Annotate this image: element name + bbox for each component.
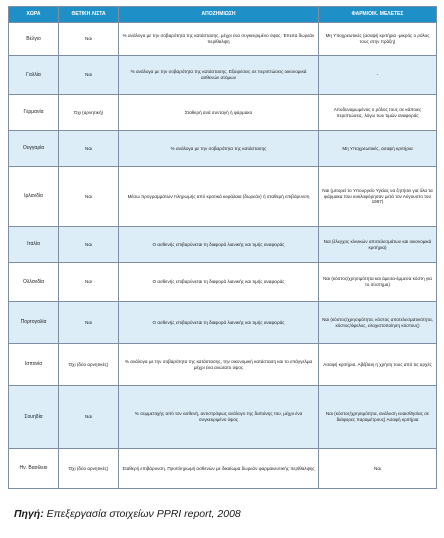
cell-positive-list: Ναι bbox=[59, 56, 119, 95]
header-pharmaco-studies: ΦΑΡΜ/ΟΙΚ. ΜΕΛΕΤΕΣ bbox=[319, 7, 437, 23]
cell-positive-list: Ναι bbox=[59, 167, 119, 227]
table-row bbox=[9, 23, 437, 56]
cell-country: Ισπανία bbox=[9, 344, 59, 386]
header-reimbursement: ΑΠΟΖΗΜΙΩΣΗ bbox=[119, 7, 319, 23]
table-row bbox=[9, 263, 437, 302]
table-row bbox=[9, 449, 437, 489]
cell-positive-list: Όχι (δύο αρνητικές) bbox=[59, 449, 119, 489]
cell-reimbursement: Ο ασθενής επιβαρύνεται τη διαφορά λιανικής και τιμής αναφοράς bbox=[119, 263, 319, 302]
cell-pharmaco-studies: Ναι (κόστος/χρησιμότητα, ανάλυση ευαισθησίας σε διάφορες παραμέτρους) Ασαφή κριτήρια bbox=[319, 386, 437, 449]
cell-pharmaco-studies: Μη Υποχρεωτικές, ασαφή κριτήρια bbox=[319, 131, 437, 167]
source-caption bbox=[14, 508, 241, 520]
table-row bbox=[9, 344, 437, 386]
cell-reimbursement: Ο ασθενής επιβαρύνεται τη διαφορά λιανικής και τιμής αναφοράς bbox=[119, 302, 319, 344]
cell-positive-list: Ναι bbox=[59, 23, 119, 56]
source-label: Πηγή: bbox=[14, 508, 44, 520]
cell-country: Ολλανδία bbox=[9, 263, 59, 302]
cell-pharmaco-studies: - bbox=[319, 56, 437, 95]
cell-pharmaco-studies: Ασαφή κριτήρια. Αβέβαιη η χρήση τους από τις αρχές bbox=[319, 344, 437, 386]
cell-positive-list: Όχι (αρνητική) bbox=[59, 95, 119, 131]
cell-reimbursement: Σταθερή επιβάρυνση. Προπληρωμή ασθενών με δικαίωμα δωρεάν φαρμακευτικής περίθαλψης bbox=[119, 449, 319, 489]
table-row bbox=[9, 386, 437, 449]
cell-pharmaco-studies: Ναι (έλεγχος κλινικών αποτελεσμάτων και οικονομικά κριτήρια) bbox=[319, 227, 437, 263]
cell-reimbursement: % ανάλογα με την σοβαρότητα της κατάστασης, μέχρι ένα συγκεκριμένο ύψος. Έπειτα δωρεάν περίθαλψη bbox=[119, 23, 319, 56]
cell-positive-list: Ναι bbox=[59, 302, 119, 344]
cell-country: Βέλγιο bbox=[9, 23, 59, 56]
cell-country: Πορτογαλία bbox=[9, 302, 59, 344]
cell-reimbursement: % ανάλογα με την σοβαρότητα της κατάστασης. Εξαιρέσεις σε περιπτώσεις οικονομικά ασθενών ατόμων bbox=[119, 56, 319, 95]
cell-country: Σουηδία bbox=[9, 386, 59, 449]
cell-pharmaco-studies: Ναι (κόστος/χρησιμότητα και άμεσα-έμμεσα κόστη για το σύστημα) bbox=[319, 263, 437, 302]
cell-reimbursement: Ο ασθενής επιβαρύνεται τη διαφορά λιανικής και τιμής αναφοράς bbox=[119, 227, 319, 263]
cell-reimbursement: Μέσω προγραμμάτων πληρωμής από κρατικά κεφάλαια (δωρεάν) ή σταθερή επιβάρυνση bbox=[119, 167, 319, 227]
cell-reimbursement: % ανάλογα με την σοβαρότητα της κατάστασης bbox=[119, 131, 319, 167]
cell-positive-list: Ναι bbox=[59, 227, 119, 263]
cell-country: Γαλλία bbox=[9, 56, 59, 95]
cell-positive-list: Ναι bbox=[59, 386, 119, 449]
table-row bbox=[9, 56, 437, 95]
cell-reimbursement: Σταθερή ανά συνταγή ή φάρμακο bbox=[119, 95, 319, 131]
cell-positive-list: Ναι bbox=[59, 131, 119, 167]
document-body bbox=[8, 6, 436, 489]
table-row bbox=[9, 167, 437, 227]
table-row bbox=[9, 131, 437, 167]
table-row bbox=[9, 227, 437, 263]
source-text: Επεξεργασία στοιχείων PPRI report, 2008 bbox=[43, 508, 241, 520]
table-row bbox=[9, 302, 437, 344]
cell-pharmaco-studies: Μη Υποχρεωτικές (ασαφή κριτήρια -μικρός ο ρόλος τους στην πράξη) bbox=[319, 23, 437, 56]
comparison-table bbox=[8, 6, 437, 489]
header-country: ΧΩΡΑ bbox=[9, 7, 59, 23]
cell-pharmaco-studies: Αποδυναμωμένος ο ρόλος τους σε κάποιες περιπτώσεις, λόγω των τιμών αναφοράς bbox=[319, 95, 437, 131]
cell-pharmaco-studies: Ναι (μπορεί το Υπουργείο Υγείας να ζητήσει για όλα τα φάρμακα που κυκλοφόρησαν μετά τον Αύγουστο του 1997) bbox=[319, 167, 437, 227]
cell-country: Γερμανία bbox=[9, 95, 59, 131]
cell-reimbursement: % συμμετοχής από τον ασθενή, αντιστρόφως ανάλογο της δαπάνης του, μέχρι ένα συγκεκριμένο ύψος bbox=[119, 386, 319, 449]
cell-positive-list: Όχι (δύο αρνητικές) bbox=[59, 344, 119, 386]
header-positive-list: ΘΕΤΙΚΗ ΛΙΣΤΑ bbox=[59, 7, 119, 23]
cell-country: Ιταλία bbox=[9, 227, 59, 263]
cell-pharmaco-studies: Ναι bbox=[319, 449, 437, 489]
cell-country: Ην. Βασίλειο bbox=[9, 449, 59, 489]
cell-reimbursement: % ανάλογα με την σοβαρότητα της κατάστασης, την οικονομική κατάσταση και το επάγγελμα μέχρι ένα ανώτατο ύψος bbox=[119, 344, 319, 386]
cell-positive-list: Ναι bbox=[59, 263, 119, 302]
cell-country: Ιρλανδία bbox=[9, 167, 59, 227]
cell-country: Ουγγαρία bbox=[9, 131, 59, 167]
table-row bbox=[9, 95, 437, 131]
table-header-row bbox=[9, 7, 437, 23]
cell-pharmaco-studies: Ναι (κόστος/χρησιμότητα, κόστος αποτελεσματικότητα, κόστος/όφελος, ελαχιστοποίηση κόστους) bbox=[319, 302, 437, 344]
